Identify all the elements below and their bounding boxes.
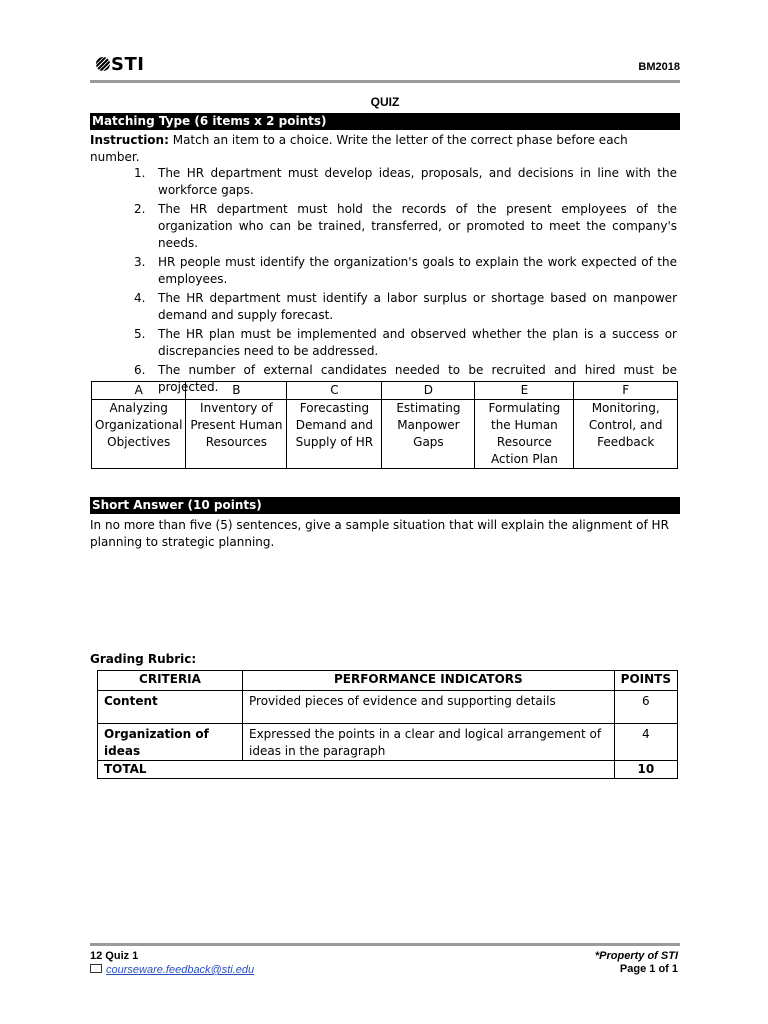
rubric-header-row (98, 671, 678, 691)
matching-item (122, 201, 677, 252)
rubric-header-indicators: PERFORMANCE INDICATORS (243, 671, 615, 691)
rubric-label: Grading Rubric: (90, 652, 197, 666)
envelope-icon (90, 964, 102, 973)
rubric-header-points: POINTS (614, 671, 677, 691)
item-text: The HR plan must be implemented and observed whether the plan is a success or discrepancies need to be addressed. (158, 327, 677, 358)
item-number: 2. (134, 202, 146, 216)
choice-letter: D (382, 382, 475, 400)
rubric-points: 6 (614, 691, 677, 724)
rubric-header-criteria: CRITERIA (98, 671, 243, 691)
item-text: The HR department must identify a labor surplus or shortage based on manpower demand and supply forecast. (158, 291, 677, 322)
short-answer-prompt: In no more than five (5) sentences, give a sample situation that will explain the alignment of HR planning to strategic planning. (90, 518, 669, 549)
short-answer-section-bar: Short Answer (10 points) (90, 497, 680, 514)
choice-label: Forecasting Demand and Supply of HR (287, 400, 382, 469)
footer-email (90, 964, 254, 976)
choice-label: Monitoring, Control, and Feedback (574, 400, 678, 469)
choice-label: Formulating the Human Resource Action Plan (475, 400, 574, 469)
document-page (90, 0, 680, 1024)
rubric-indicator: Provided pieces of evidence and supporting details (243, 691, 615, 724)
item-number: 4. (134, 291, 146, 305)
footer-divider (90, 943, 680, 946)
rubric-row (98, 724, 678, 761)
quiz-title: QUIZ (370, 95, 400, 109)
sti-logo-icon (96, 57, 110, 71)
matching-section-bar: Matching Type (6 items x 2 points) (90, 113, 680, 130)
matching-item (122, 326, 677, 360)
choice-label: Analyzing Organizational Objectives (92, 400, 186, 469)
item-text: The HR department must hold the records of the present employees of the organization who can be trained, transferred, or promoted to meet the company's needs. (158, 202, 677, 250)
choices-label-row (92, 400, 678, 469)
item-text: The HR department must develop ideas, proposals, and decisions in line with the workforce gaps. (158, 166, 677, 197)
matching-item (122, 290, 677, 324)
property-notice: *Property of STI (594, 950, 678, 962)
rubric-row (98, 691, 678, 724)
matching-items (122, 165, 677, 398)
item-text: HR people must identify the organization's goals to explain the work expected of the employees. (158, 255, 677, 286)
choice-letter: C (287, 382, 382, 400)
page-number: Page 1 of 1 (619, 963, 678, 975)
choice-letter: A (92, 382, 186, 400)
choice-letter: E (475, 382, 574, 400)
footer-right (595, 950, 678, 975)
header-divider (90, 80, 680, 83)
choice-label: Estimating Manpower Gaps (382, 400, 475, 469)
sti-logo (96, 54, 144, 75)
instruction-label: Instruction: (90, 133, 169, 147)
item-number: 3. (134, 255, 146, 269)
rubric-indicator: Expressed the points in a clear and logical arrangement of ideas in the paragraph (243, 724, 615, 761)
item-number: 6. (134, 363, 146, 377)
rubric-criteria: Organization of ideas (98, 724, 243, 761)
choice-label: Inventory of Present Human Resources (186, 400, 287, 469)
matching-item (122, 254, 677, 288)
footer-course: 12 Quiz 1 (90, 950, 139, 962)
instruction-text: Match an item to a choice. Write the letter of the correct phase before each number. (90, 133, 628, 164)
rubric-total-label: TOTAL (98, 761, 615, 779)
rubric-total-points: 10 (614, 761, 677, 779)
choices-table (91, 381, 678, 469)
choices-letter-row (92, 382, 678, 400)
doc-code: BM2018 (638, 61, 680, 73)
matching-item (122, 165, 677, 199)
rubric-criteria: Content (98, 691, 243, 724)
choice-letter: B (186, 382, 287, 400)
instruction (90, 132, 680, 166)
choice-letter: F (574, 382, 678, 400)
item-number: 5. (134, 327, 146, 341)
rubric-total-row (98, 761, 678, 779)
rubric-points: 4 (614, 724, 677, 761)
logo-text: STI (111, 54, 145, 75)
feedback-email-link[interactable]: courseware.feedback@sti.edu (106, 964, 255, 976)
item-text: The number of external candidates needed to be recruited and hired must be projected. (158, 363, 677, 394)
item-number: 1. (134, 166, 146, 180)
rubric-table (97, 670, 678, 779)
